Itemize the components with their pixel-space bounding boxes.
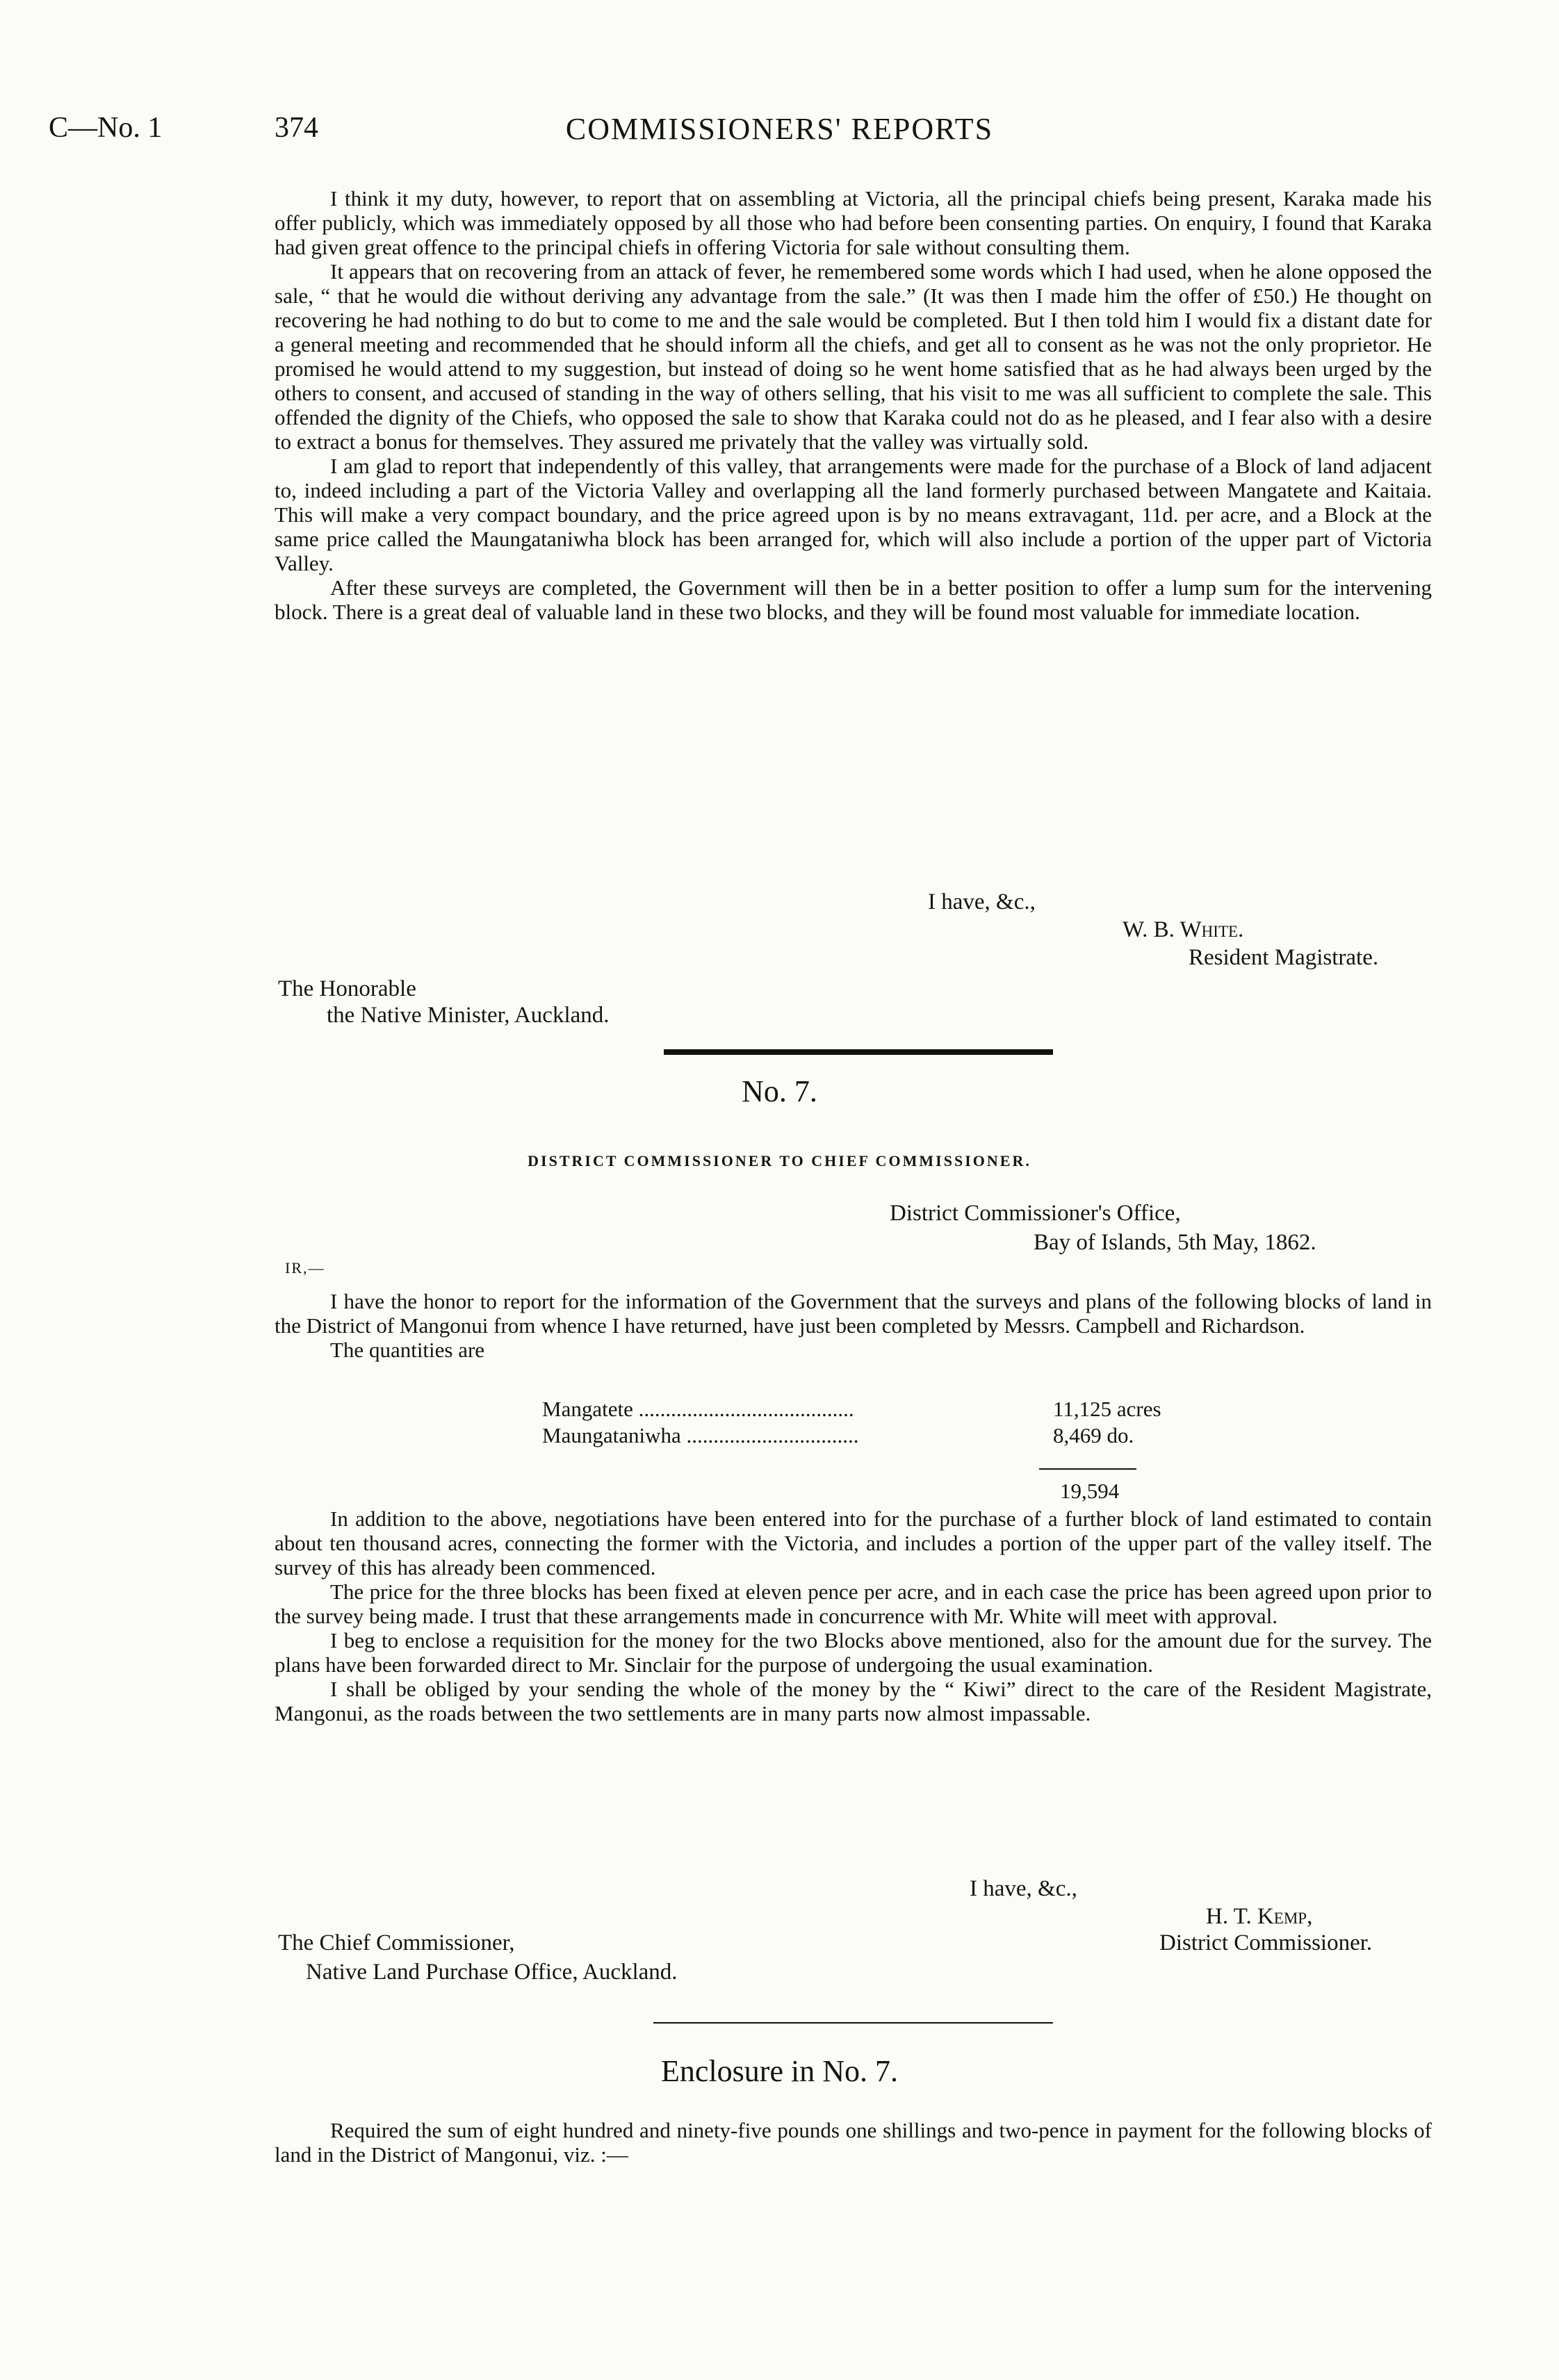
letter1-paragraph: I think it my duty, however, to report that on assembling at Victoria, all the principal chiefs being present, Karaka made his offer publicly, which was immediately opposed by all those who had before been consenting parties. On enquiry, I found that Karaka had given great offence to the principal chiefs in offering Victoria for sale without consulting them.: [275, 186, 1432, 259]
block-name: Mangatete: [542, 1397, 633, 1421]
enclosure-heading: Enclosure in No. 7.: [661, 2054, 898, 2088]
letter2-closing: I have, &c.,: [970, 1876, 1077, 1901]
letter1-paragraph: I am glad to report that independently of this valley, that arrangements were made for the purchase of a Block of land adjacent to, indeed including a part of the Victoria Valley and overlapping all the land formerly purchased between Mangatete and Kaitaia. This will make a very compact boundary, and the price agreed upon is by no means extravagant, 11d. per acre, and a Block at the same price called the Maungataniwha block has been arranged for, which will also include a portion of the upper part of Victoria Valley.: [275, 454, 1432, 575]
total-rule: [1039, 1468, 1136, 1470]
enclosure-divider: [653, 2022, 1053, 2024]
letter2-paragraph: In addition to the above, negotiations have been entered into for the purchase of a further block of land estimated to contain about ten thousand acres, connecting the former with the Victoria, and includes a portion of the upper part of the valley itself. The survey of this has already been commenced.: [275, 1507, 1432, 1579]
letter1-body: [275, 186, 1432, 624]
section-divider: [664, 1049, 1053, 1055]
letter2-signature-name: H. T. Kemp,: [1206, 1904, 1313, 1929]
enclosure-text: Required the sum of eight hundred and ninety-five pounds one shillings and two-pence in payment for the following blocks of land in the District of Mangonui, viz. :—: [275, 2118, 1432, 2167]
document-reference: C—No. 1: [49, 112, 163, 144]
page-number: 374: [275, 112, 318, 144]
letter2-paragraph: The price for the three blocks has been fixed at eleven pence per acre, and in each case the price has been agreed upon prior to the survey being made. I trust that these arrangements made in concurrence with Mr. White will meet with approval.: [275, 1579, 1432, 1628]
letter2-signature-title: District Commissioner.: [1159, 1930, 1373, 1955]
block-name: Maungataniwha: [542, 1423, 681, 1447]
enclosure-body: [275, 2118, 1432, 2167]
letter1-closing: I have, &c.,: [928, 889, 1036, 914]
letter2-number: No. 7.: [742, 1074, 817, 1108]
letter2-paragraph: I shall be obliged by your sending the whole of the money by the “ Kiwi” direct to the care of the Resident Magistrate, Mangonui, as the roads between the two settlements are in many parts now almost impassable.: [275, 1677, 1432, 1725]
letter2-intro: I have the honor to report for the information of the Government that the surveys and plans of the following blocks of land in the District of Mangonui from whence I have returned, have just been completed by Messrs. Campbell and Richardson.: [275, 1289, 1432, 1338]
letter2-addressee-line1: The Chief Commissioner,: [278, 1930, 515, 1955]
block-amount: 11,125 acres: [1053, 1397, 1161, 1421]
letter2-addressee-line2: Native Land Purchase Office, Auckland.: [306, 1960, 678, 1985]
leader-dots: ................................: [686, 1423, 859, 1447]
quantity-row: [542, 1397, 1237, 1422]
letter2-salutation: IR,—: [285, 1259, 325, 1277]
page-title: COMMISSIONERS' REPORTS: [565, 112, 994, 146]
letter1-addressee-line1: The Honorable: [278, 976, 416, 1001]
letter1-signature-name: W. B. White.: [1123, 917, 1244, 942]
letter1-signature-title: Resident Magistrate.: [1189, 945, 1379, 970]
quantity-row: [542, 1423, 1237, 1448]
letter2-intro-block: [275, 1289, 1432, 1362]
letter2-address-line1: District Commissioner's Office,: [890, 1201, 1181, 1226]
letter2-heading: DISTRICT COMMISSIONER TO CHIEF COMMISSIONER.: [528, 1152, 1031, 1170]
block-amount: 8,469 do.: [1053, 1423, 1134, 1447]
leader-dots: ........................................: [638, 1397, 854, 1421]
letter2-address-line2: Bay of Islands, 5th May, 1862.: [1034, 1230, 1316, 1255]
letter1-paragraph: After these surveys are completed, the Government will then be in a better position to offer a lump sum for the intervening block. There is a great deal of valuable land in these two blocks, and they will be found most valuable for immediate location.: [275, 575, 1432, 624]
total-amount: 19,594: [1060, 1479, 1120, 1503]
letter1-addressee-line2: the Native Minister, Auckland.: [327, 1003, 610, 1028]
letter2-body: [275, 1507, 1432, 1725]
quantities-label: The quantities are: [330, 1338, 485, 1362]
letter1-paragraph: It appears that on recovering from an attack of fever, he remembered some words which I had used, when he alone opposed the sale, “ that he would die without deriving any advantage from the sale.” (It was then I made him the offer of £50.) He thought on recovering he had nothing to do but to come to me and the sale would be completed. But I then told him I would fix a distant date for a general meeting and recommended that he should inform all the chiefs, and get all to consent as he was not the only proprietor. He promised he would attend to my suggestion, but instead of doing so he went home satisfied that as he had always been urged by the others to consent, and accused of standing in the way of others selling, that his visit to me was all sufficient to complete the sale. This offended the dignity of the Chiefs, who opposed the sale to show that Karaka could not do as he pleased, and I fear also with a desire to extract a bonus for themselves. They assured me privately that the valley was virtually sold.: [275, 259, 1432, 454]
letter2-paragraph: I beg to enclose a requisition for the money for the two Blocks above mentioned, also for the amount due for the survey. The plans have been forwarded direct to Mr. Sinclair for the purpose of undergoing the usual examination.: [275, 1628, 1432, 1677]
